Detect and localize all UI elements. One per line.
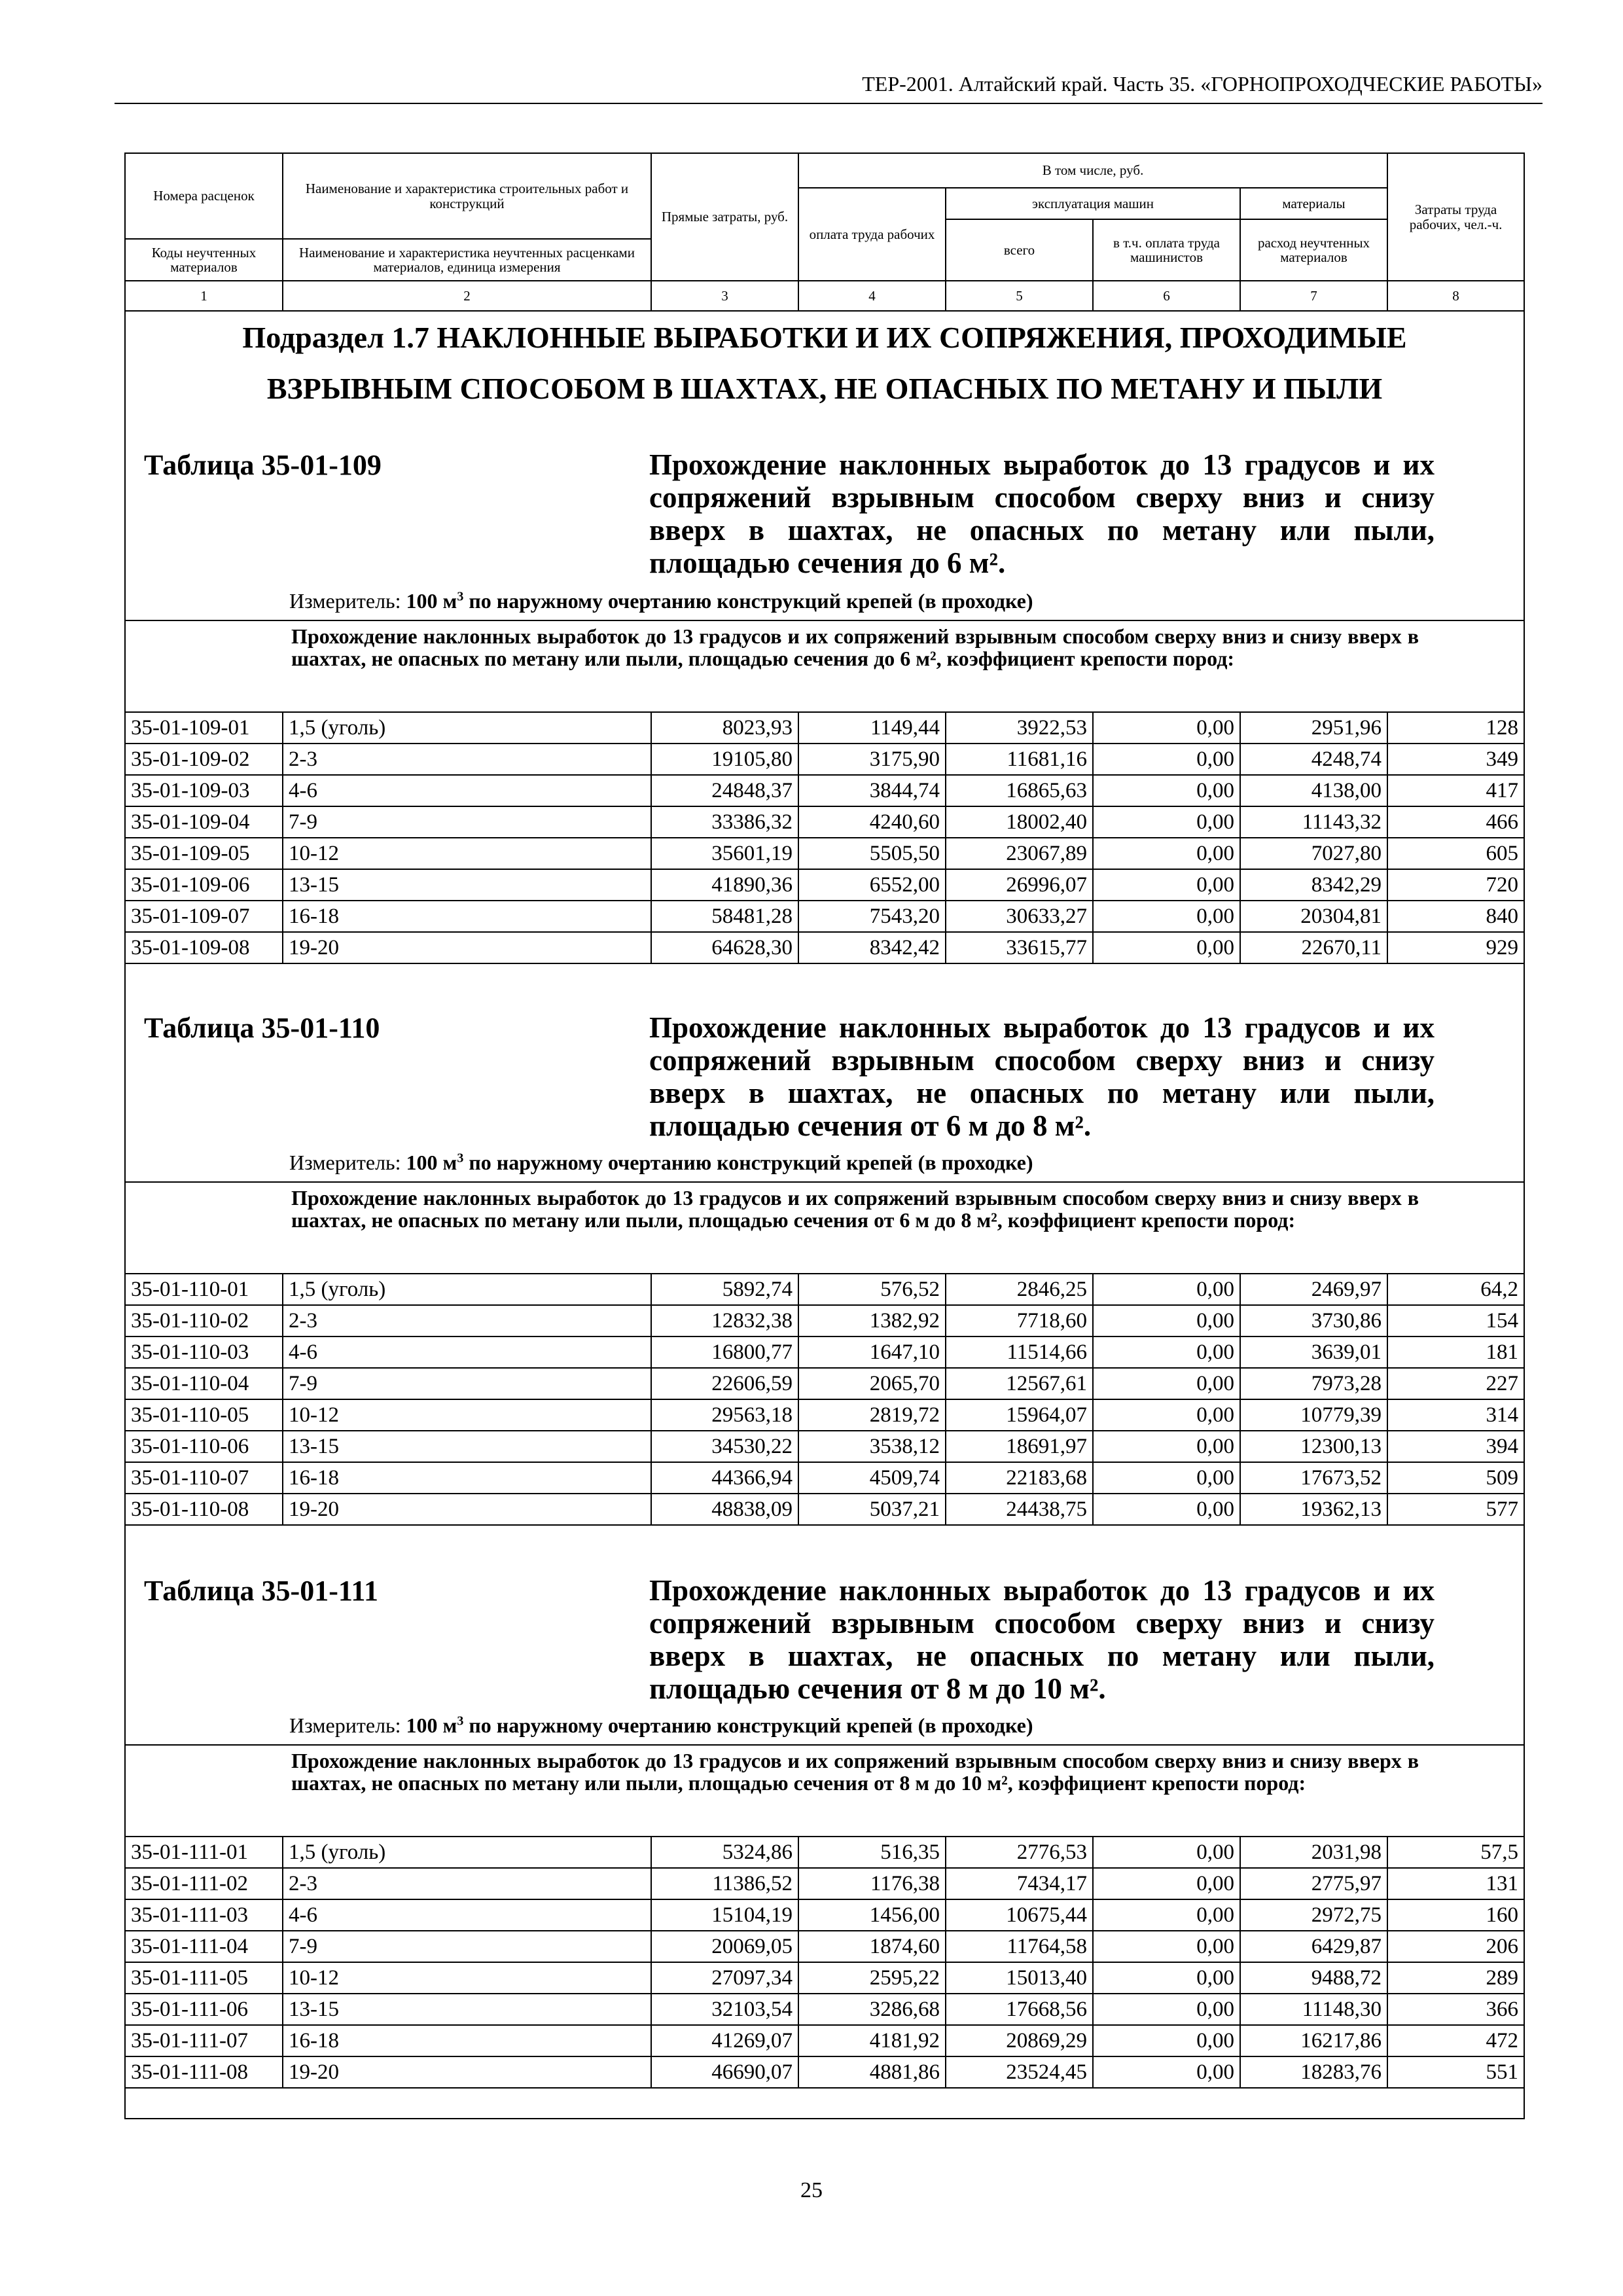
table-row (126, 775, 1524, 806)
cost-value: 17668,56 (946, 1994, 1093, 2025)
cost-value: 2819,72 (798, 1399, 946, 1431)
cost-value: 18002,40 (946, 806, 1093, 838)
cost-value: 720 (1387, 869, 1524, 901)
cost-value: 11764,58 (946, 1931, 1093, 1962)
cost-value: 2951,96 (1240, 712, 1387, 744)
table-row (126, 1962, 1524, 1994)
header-including: В том числе, руб. (798, 154, 1387, 188)
table-row (126, 1336, 1524, 1368)
column-number: 6 (1093, 281, 1240, 311)
cost-value: 1176,38 (798, 1868, 946, 1899)
cost-value: 3844,74 (798, 775, 946, 806)
cost-value: 11143,32 (1240, 806, 1387, 838)
rate-code: 35-01-110-06 (126, 1431, 283, 1462)
cost-value: 5324,86 (651, 1837, 798, 1868)
table-row (126, 838, 1524, 869)
rock-hardness: 13-15 (283, 1994, 651, 2025)
cost-value: 1149,44 (798, 712, 946, 744)
measure-unit: 100 м (406, 1151, 457, 1174)
rate-code: 35-01-109-04 (126, 806, 283, 838)
cost-value: 5037,21 (798, 1494, 946, 1525)
cost-value: 4138,00 (1240, 775, 1387, 806)
cost-value: 64,2 (1387, 1274, 1524, 1305)
rate-code: 35-01-109-06 (126, 869, 283, 901)
table-row (126, 1994, 1524, 2025)
works-description (126, 1744, 1524, 1836)
cost-value: 4240,60 (798, 806, 946, 838)
cost-value: 18691,97 (946, 1431, 1093, 1462)
cost-value: 5505,50 (798, 838, 946, 869)
document-frame (124, 152, 1525, 2119)
cost-value: 3538,12 (798, 1431, 946, 1462)
measure-label: Измеритель: (289, 1151, 401, 1174)
cost-value: 41890,36 (651, 869, 798, 901)
cost-value: 12832,38 (651, 1305, 798, 1336)
rock-hardness: 7-9 (283, 806, 651, 838)
rates-table (126, 1273, 1524, 1526)
table-row (126, 901, 1524, 932)
measure-exp: 3 (457, 589, 464, 604)
cost-value: 17673,52 (1240, 1462, 1387, 1494)
header-unaccounted-materials: расход неучтенных материалов (1240, 219, 1387, 281)
header-labor-pay: оплата труда рабочих (798, 188, 946, 281)
cost-value: 160 (1387, 1899, 1524, 1931)
measure-line (289, 1151, 1033, 1175)
measure-exp: 3 (457, 1151, 464, 1166)
measure-exp: 3 (457, 1713, 464, 1729)
cost-value: 57,5 (1387, 1837, 1524, 1868)
rock-hardness: 2-3 (283, 744, 651, 775)
cost-value: 289 (1387, 1962, 1524, 1994)
cost-value: 0,00 (1093, 1494, 1240, 1525)
table-row (126, 1899, 1524, 1931)
rock-hardness: 16-18 (283, 2025, 651, 2056)
running-header: ТЕР-2001. Алтайский край. Часть 35. «ГОРНОПРОХОДЧЕСКИЕ РАБОТЫ» (115, 72, 1543, 104)
column-number: 5 (946, 281, 1093, 311)
measure-label: Измеритель: (289, 1713, 401, 1737)
measure-description: по наружному очертанию конструкций крепей (в проходке) (469, 1151, 1033, 1174)
cost-value: 8023,93 (651, 712, 798, 744)
section-title (126, 321, 1524, 414)
rate-code: 35-01-110-05 (126, 1399, 283, 1431)
header-rate-numbers: Номера расценок (126, 154, 283, 239)
cost-value: 0,00 (1093, 1962, 1240, 1994)
cost-value: 33615,77 (946, 932, 1093, 963)
cost-value: 0,00 (1093, 1994, 1240, 2025)
table-title: Прохождение наклонных выработок до 13 градусов и их сопряжений взрывным способом сверху вниз и снизу вверх в шахтах, не опасных по метану или пыли, площадью сечения от 6 м до 8 м². (649, 1011, 1435, 1142)
rate-code: 35-01-111-03 (126, 1899, 283, 1931)
cost-value: 20304,81 (1240, 901, 1387, 932)
cost-value: 0,00 (1093, 1305, 1240, 1336)
cost-value: 929 (1387, 932, 1524, 963)
cost-value: 23067,89 (946, 838, 1093, 869)
cost-value: 181 (1387, 1336, 1524, 1368)
cost-value: 7718,60 (946, 1305, 1093, 1336)
table-row (126, 1431, 1524, 1462)
rate-code: 35-01-109-01 (126, 712, 283, 744)
column-number: 1 (126, 281, 283, 311)
rate-code: 35-01-109-08 (126, 932, 283, 963)
cost-value: 1382,92 (798, 1305, 946, 1336)
cost-value: 26996,07 (946, 869, 1093, 901)
works-description-text: Прохождение наклонных выработок до 13 градусов и их сопряжений взрывным способом сверху вниз и снизу вверх в шахтах, не опасных по метану или пыли, площадью сечения от 8 м до 10 м², коэффициент крепости пород: (291, 1749, 1419, 1795)
cost-value: 576,52 (798, 1274, 946, 1305)
measure-line (289, 589, 1033, 613)
rock-hardness: 7-9 (283, 1368, 651, 1399)
column-number: 8 (1387, 281, 1524, 311)
table-row (126, 2056, 1524, 2088)
rates-table (126, 711, 1524, 964)
table-title: Прохождение наклонных выработок до 13 градусов и их сопряжений взрывным способом сверху вниз и снизу вверх в шахтах, не опасных по метану или пыли, площадью сечения от 8 м до 10 м². (649, 1574, 1435, 1705)
cost-value: 227 (1387, 1368, 1524, 1399)
cost-value: 0,00 (1093, 2025, 1240, 2056)
header-machines-total: всего (946, 219, 1093, 281)
works-description (126, 620, 1524, 711)
cost-value: 48838,09 (651, 1494, 798, 1525)
cost-value: 7027,80 (1240, 838, 1387, 869)
cost-value: 27097,34 (651, 1962, 798, 1994)
table-row (126, 2025, 1524, 2056)
rock-hardness: 2-3 (283, 1868, 651, 1899)
cost-value: 366 (1387, 1994, 1524, 2025)
measure-label: Измеритель: (289, 589, 401, 613)
cost-value: 577 (1387, 1494, 1524, 1525)
rock-hardness: 10-12 (283, 1399, 651, 1431)
cost-value: 0,00 (1093, 869, 1240, 901)
cost-value: 18283,76 (1240, 2056, 1387, 2088)
cost-value: 3639,01 (1240, 1336, 1387, 1368)
cost-value: 16217,86 (1240, 2025, 1387, 2056)
cost-value: 0,00 (1093, 901, 1240, 932)
cost-value: 0,00 (1093, 775, 1240, 806)
column-number: 7 (1240, 281, 1387, 311)
cost-value: 2065,70 (798, 1368, 946, 1399)
cost-value: 22183,68 (946, 1462, 1093, 1494)
table-row (126, 1494, 1524, 1525)
cost-value: 9488,72 (1240, 1962, 1387, 1994)
cost-value: 394 (1387, 1431, 1524, 1462)
rock-hardness: 1,5 (уголь) (283, 1837, 651, 1868)
measure-unit: 100 м (406, 589, 457, 613)
cost-value: 10779,39 (1240, 1399, 1387, 1431)
rate-code: 35-01-109-02 (126, 744, 283, 775)
header-operators-pay: в т.ч. оплата труда машинистов (1093, 219, 1240, 281)
cost-value: 15964,07 (946, 1399, 1093, 1431)
cost-value: 154 (1387, 1305, 1524, 1336)
rock-hardness: 19-20 (283, 1494, 651, 1525)
cost-value: 0,00 (1093, 1899, 1240, 1931)
header-material-names: Наименование и характеристика неучтенных расценками материалов, единица измерения (283, 239, 651, 281)
cost-value: 29563,18 (651, 1399, 798, 1431)
cost-value: 19362,13 (1240, 1494, 1387, 1525)
table-row (126, 932, 1524, 963)
cost-value: 840 (1387, 901, 1524, 932)
cost-value: 0,00 (1093, 712, 1240, 744)
table-row (126, 1368, 1524, 1399)
table-row (126, 1868, 1524, 1899)
table-row (126, 1305, 1524, 1336)
header-work-name: Наименование и характеристика строительных работ и конструкций (283, 154, 651, 239)
rock-hardness: 1,5 (уголь) (283, 1274, 651, 1305)
cost-value: 6429,87 (1240, 1931, 1387, 1962)
cost-value: 11681,16 (946, 744, 1093, 775)
cost-value: 35601,19 (651, 838, 798, 869)
rate-code: 35-01-109-05 (126, 838, 283, 869)
cost-value: 605 (1387, 838, 1524, 869)
cost-value: 128 (1387, 712, 1524, 744)
cost-value: 41269,07 (651, 2025, 798, 2056)
cost-value: 314 (1387, 1399, 1524, 1431)
cost-value: 551 (1387, 2056, 1524, 2088)
works-description-text: Прохождение наклонных выработок до 13 градусов и их сопряжений взрывным способом сверху вниз и снизу вверх в шахтах, не опасных по метану или пыли, площадью сечения до 6 м², коэффициент крепости пород: (291, 624, 1419, 670)
header-materials: материалы (1240, 188, 1387, 219)
cost-value: 3730,86 (1240, 1305, 1387, 1336)
rate-code: 35-01-111-02 (126, 1868, 283, 1899)
cost-value: 12300,13 (1240, 1431, 1387, 1462)
rate-code: 35-01-109-07 (126, 901, 283, 932)
rock-hardness: 10-12 (283, 1962, 651, 1994)
measure-description: по наружному очертанию конструкций крепей (в проходке) (469, 589, 1033, 613)
cost-value: 1874,60 (798, 1931, 946, 1962)
header-machines: эксплуатация машин (946, 188, 1240, 219)
cost-value: 7973,28 (1240, 1368, 1387, 1399)
table-name: Таблица 35-01-110 (144, 1012, 380, 1044)
cost-value: 20069,05 (651, 1931, 798, 1962)
rate-code: 35-01-111-04 (126, 1931, 283, 1962)
cost-value: 472 (1387, 2025, 1524, 2056)
column-number: 4 (798, 281, 946, 311)
table-row (126, 1837, 1524, 1868)
cost-value: 0,00 (1093, 1274, 1240, 1305)
header-material-codes: Коды неучтенных материалов (126, 239, 283, 281)
table-name: Таблица 35-01-111 (144, 1575, 378, 1607)
rock-hardness: 19-20 (283, 932, 651, 963)
cost-value: 2031,98 (1240, 1837, 1387, 1868)
cost-value: 15013,40 (946, 1962, 1093, 1994)
cost-value: 6552,00 (798, 869, 946, 901)
cost-value: 349 (1387, 744, 1524, 775)
cost-value: 206 (1387, 1931, 1524, 1962)
table-row (126, 1274, 1524, 1305)
cost-value: 23524,45 (946, 2056, 1093, 2088)
rock-hardness: 4-6 (283, 775, 651, 806)
rock-hardness: 16-18 (283, 1462, 651, 1494)
cost-value: 0,00 (1093, 1837, 1240, 1868)
cost-value: 8342,42 (798, 932, 946, 963)
cost-value: 44366,94 (651, 1462, 798, 1494)
cost-value: 34530,22 (651, 1431, 798, 1462)
section-title-line: Подраздел 1.7 НАКЛОННЫЕ ВЫРАБОТКИ И ИХ СОПРЯЖЕНИЯ, ПРОХОДИМЫЕ (242, 321, 1407, 354)
rate-code: 35-01-110-07 (126, 1462, 283, 1494)
cost-value: 0,00 (1093, 1462, 1240, 1494)
rate-code: 35-01-110-08 (126, 1494, 283, 1525)
rate-code: 35-01-110-02 (126, 1305, 283, 1336)
cost-value: 2595,22 (798, 1962, 946, 1994)
table-name: Таблица 35-01-109 (144, 449, 382, 481)
works-description-text: Прохождение наклонных выработок до 13 градусов и их сопряжений взрывным способом сверху вниз и снизу вверх в шахтах, не опасных по метану или пыли, площадью сечения от 6 м до 8 м², коэффициент крепости пород: (291, 1186, 1419, 1232)
measure-line (289, 1713, 1033, 1738)
cost-value: 46690,07 (651, 2056, 798, 2088)
cost-value: 3286,68 (798, 1994, 946, 2025)
cost-value: 466 (1387, 806, 1524, 838)
cost-value: 32103,54 (651, 1994, 798, 2025)
cost-value: 20869,29 (946, 2025, 1093, 2056)
cost-value: 0,00 (1093, 932, 1240, 963)
cost-value: 2846,25 (946, 1274, 1093, 1305)
rate-code: 35-01-111-06 (126, 1994, 283, 2025)
cost-value: 0,00 (1093, 806, 1240, 838)
cost-value: 22606,59 (651, 1368, 798, 1399)
rock-hardness: 1,5 (уголь) (283, 712, 651, 744)
cost-value: 1647,10 (798, 1336, 946, 1368)
measure-unit: 100 м (406, 1713, 457, 1737)
cost-value: 0,00 (1093, 744, 1240, 775)
cost-value: 7543,20 (798, 901, 946, 932)
cost-value: 11148,30 (1240, 1994, 1387, 2025)
cost-value: 11514,66 (946, 1336, 1093, 1368)
cost-value: 0,00 (1093, 1368, 1240, 1399)
rate-code: 35-01-110-04 (126, 1368, 283, 1399)
rate-code: 35-01-111-01 (126, 1837, 283, 1868)
cost-value: 4248,74 (1240, 744, 1387, 775)
cost-value: 1456,00 (798, 1899, 946, 1931)
column-number: 3 (651, 281, 798, 311)
header-labor-costs: Затраты труда рабочих, чел.-ч. (1387, 154, 1524, 281)
cost-value: 30633,27 (946, 901, 1093, 932)
cost-value: 2972,75 (1240, 1899, 1387, 1931)
cost-value: 16865,63 (946, 775, 1093, 806)
rock-hardness: 4-6 (283, 1899, 651, 1931)
rate-code: 35-01-110-01 (126, 1274, 283, 1305)
cost-value: 0,00 (1093, 838, 1240, 869)
column-header-table (126, 154, 1524, 312)
cost-value: 22670,11 (1240, 932, 1387, 963)
cost-value: 24848,37 (651, 775, 798, 806)
cost-value: 11386,52 (651, 1868, 798, 1899)
rate-code: 35-01-109-03 (126, 775, 283, 806)
cost-value: 15104,19 (651, 1899, 798, 1931)
rate-code: 35-01-111-05 (126, 1962, 283, 1994)
cost-value: 24438,75 (946, 1494, 1093, 1525)
rock-hardness: 4-6 (283, 1336, 651, 1368)
table-title: Прохождение наклонных выработок до 13 градусов и их сопряжений взрывным способом сверху вниз и снизу вверх в шахтах, не опасных по метану или пыли, площадью сечения до 6 м². (649, 448, 1435, 579)
cost-value: 7434,17 (946, 1868, 1093, 1899)
rock-hardness: 10-12 (283, 838, 651, 869)
cost-value: 417 (1387, 775, 1524, 806)
cost-value: 0,00 (1093, 1868, 1240, 1899)
cost-value: 12567,61 (946, 1368, 1093, 1399)
cost-value: 2775,97 (1240, 1868, 1387, 1899)
rock-hardness: 13-15 (283, 869, 651, 901)
cost-value: 4181,92 (798, 2025, 946, 2056)
rock-hardness: 16-18 (283, 901, 651, 932)
cost-value: 516,35 (798, 1837, 946, 1868)
cost-value: 131 (1387, 1868, 1524, 1899)
cost-value: 3175,90 (798, 744, 946, 775)
cost-value: 0,00 (1093, 2056, 1240, 2088)
table-row (126, 869, 1524, 901)
table-row (126, 806, 1524, 838)
rates-table (126, 1836, 1524, 2089)
rate-code: 35-01-111-07 (126, 2025, 283, 2056)
table-row (126, 712, 1524, 744)
works-description (126, 1181, 1524, 1273)
cost-value: 33386,32 (651, 806, 798, 838)
table-row (126, 1462, 1524, 1494)
cost-value: 10675,44 (946, 1899, 1093, 1931)
measure-description: по наружному очертанию конструкций крепей (в проходке) (469, 1713, 1033, 1737)
cost-value: 2776,53 (946, 1837, 1093, 1868)
cost-value: 5892,74 (651, 1274, 798, 1305)
cost-value: 16800,77 (651, 1336, 798, 1368)
cost-value: 3922,53 (946, 712, 1093, 744)
cost-value: 509 (1387, 1462, 1524, 1494)
cost-value: 58481,28 (651, 901, 798, 932)
cost-value: 0,00 (1093, 1336, 1240, 1368)
cost-value: 4509,74 (798, 1462, 946, 1494)
rate-code: 35-01-111-08 (126, 2056, 283, 2088)
cost-value: 64628,30 (651, 932, 798, 963)
table-row (126, 1399, 1524, 1431)
section-title-line: ВЗРЫВНЫМ СПОСОБОМ В ШАХТАХ, НЕ ОПАСНЫХ ПО МЕТАНУ И ПЫЛИ (266, 372, 1383, 405)
table-row (126, 744, 1524, 775)
rock-hardness: 19-20 (283, 2056, 651, 2088)
header-direct-costs: Прямые затраты, руб. (651, 154, 798, 281)
rate-code: 35-01-110-03 (126, 1336, 283, 1368)
table-row (126, 1931, 1524, 1962)
cost-value: 8342,29 (1240, 869, 1387, 901)
cost-value: 4881,86 (798, 2056, 946, 2088)
page-number: 25 (800, 2178, 823, 2202)
cost-value: 0,00 (1093, 1931, 1240, 1962)
rock-hardness: 7-9 (283, 1931, 651, 1962)
cost-value: 0,00 (1093, 1399, 1240, 1431)
cost-value: 19105,80 (651, 744, 798, 775)
rock-hardness: 13-15 (283, 1431, 651, 1462)
rock-hardness: 2-3 (283, 1305, 651, 1336)
column-number: 2 (283, 281, 651, 311)
cost-value: 2469,97 (1240, 1274, 1387, 1305)
cost-value: 0,00 (1093, 1431, 1240, 1462)
